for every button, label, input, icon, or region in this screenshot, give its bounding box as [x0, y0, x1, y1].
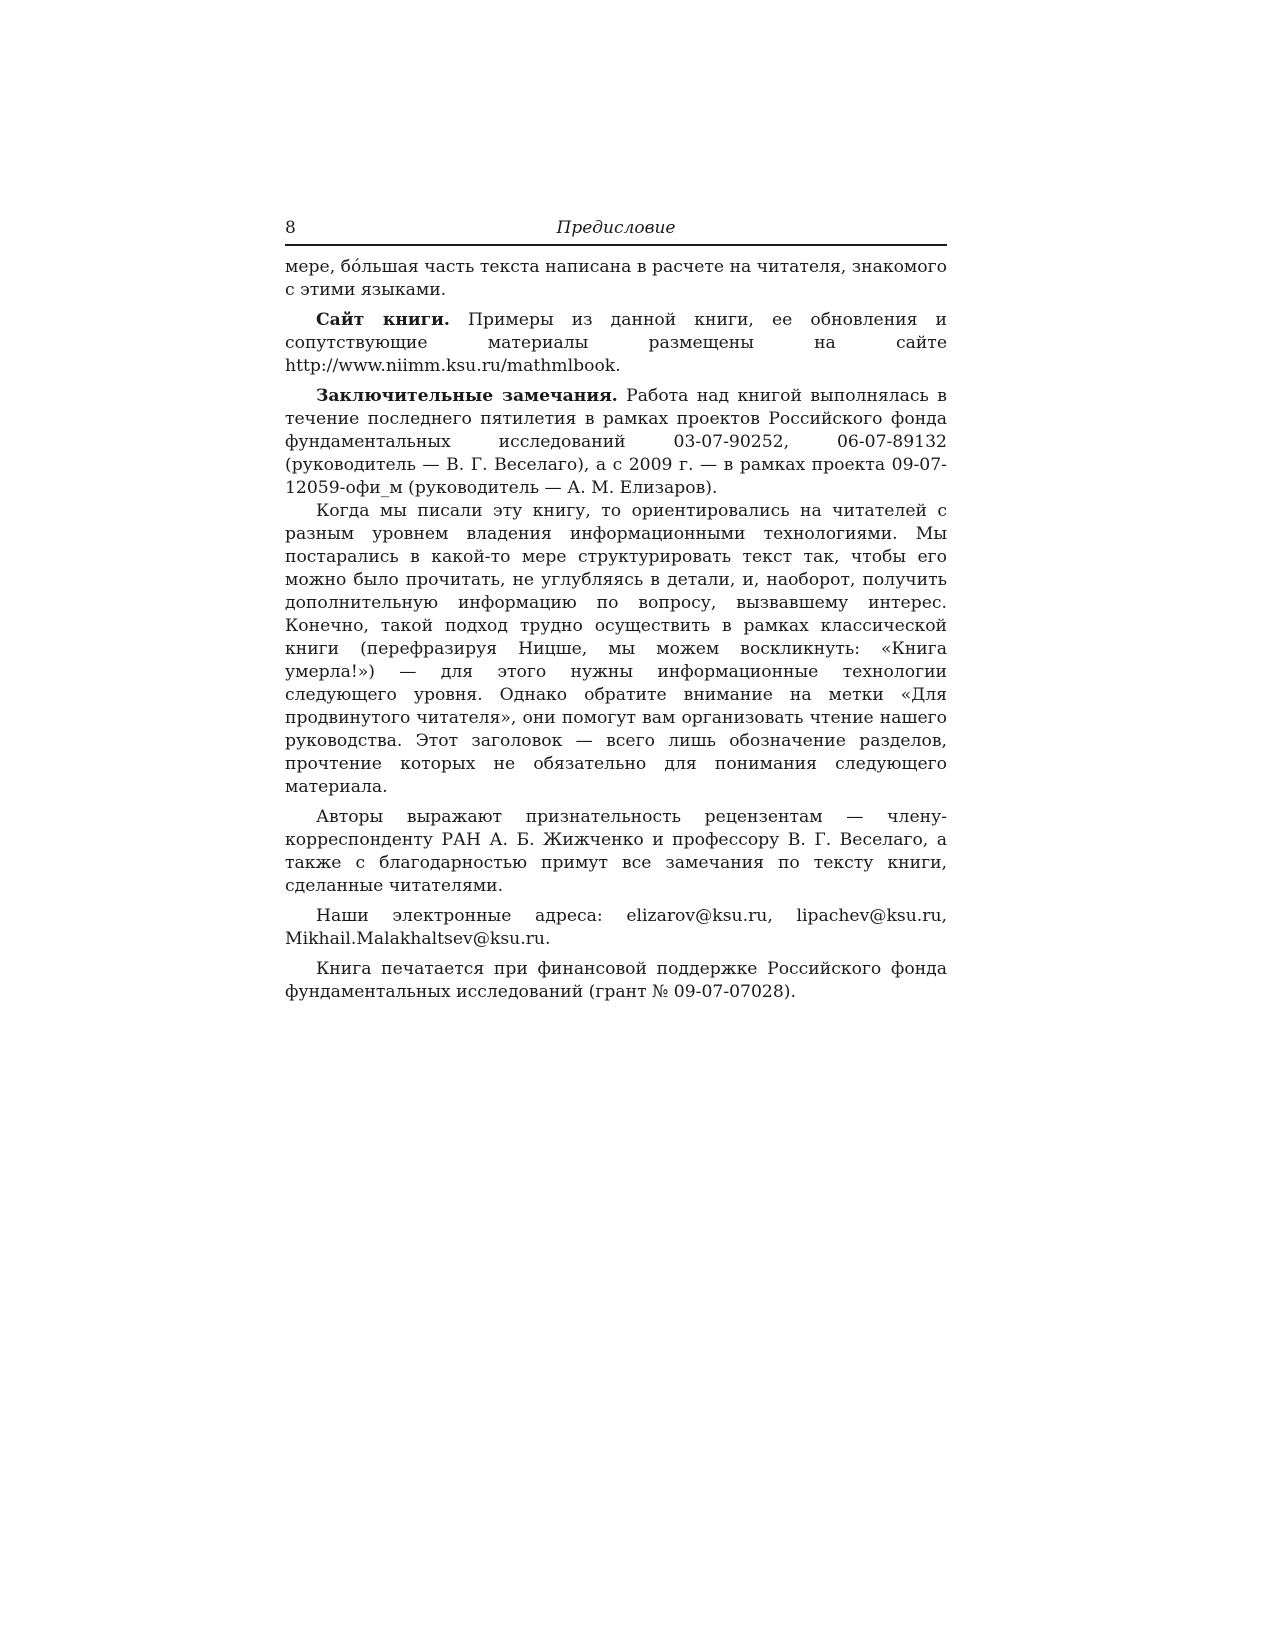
paragraph-continuation: мере, бóльшая часть текста написана в расчете на читателя, знакомого с этими языками. — [285, 257, 947, 300]
paragraph-final-remarks — [285, 385, 947, 500]
paragraph-readers: Когда мы писали эту книгу, то ориентировались на читателей с разным уровнем владения информационными технологиями. Мы постарались в какой-то мере структурировать текст так, чтобы его можно было прочитать, не углубляясь в детали, и, наоборот, получить дополнительную информацию по вопросу, вызвавшему интерес. Конечно, такой подход трудно осуществить в рамках классической книги (перефразируя Ницше, мы можем воскликнуть: «Книга умерла!») — для этого нужны информационные технологии следующего уровня. Однако обратите внимание на метки «Для продвинутого читателя», они помогут вам организовать чтение нашего руководства. Этот заголовок — всего лишь обозначение разделов, прочтение которых не обязательно для понимания следующего материала. — [285, 501, 947, 797]
paragraph-text-book-site: Примеры из данной книги, ее обновления и сопутствующие материалы размещены на сайте http://www.niimm.ksu.ru/mathmlbook. — [285, 310, 948, 376]
paragraph-acknowledgements: Авторы выражают признательность рецензентам — члену-корреспонденту РАН А. Б. Жижченко и профессору В. Г. Веселаго, а также с благодарностью примут все замечания по тексту книги, сделанные читателями. — [285, 807, 947, 896]
body-text — [285, 256, 947, 1004]
book-page — [285, 218, 947, 1004]
paragraph-funding: Книга печатается при финансовой поддержке Российского фонда фундаментальных исследований (грант № 09-07-07028). — [285, 959, 947, 1002]
page-number: 8 — [285, 218, 296, 238]
paragraph-heading-final-remarks: Заключительные замечания. — [316, 386, 618, 406]
paragraph-emails: Наши электронные адреса: elizarov@ksu.ru, lipachev@ksu.ru, Mikhail.Malakhaltsev@ksu.ru. — [285, 906, 947, 949]
paragraph-text-final-remarks: Работа над книгой выполнялась в течение последнего пятилетия в рамках проектов Российского фонда фундаментальных исследований 03-07-90252, 06-07-89132 (руководитель — В. Г. Веселаго), а с 2009 г. — в рамках проекта 09-07-12059-офи_м (руководитель — А. М. Елизаров). — [285, 386, 947, 498]
section-title: Предисловие — [556, 218, 676, 238]
paragraph-book-site — [285, 309, 947, 378]
running-header — [285, 218, 947, 246]
paragraph-heading-book-site: Сайт книги. — [316, 310, 450, 330]
